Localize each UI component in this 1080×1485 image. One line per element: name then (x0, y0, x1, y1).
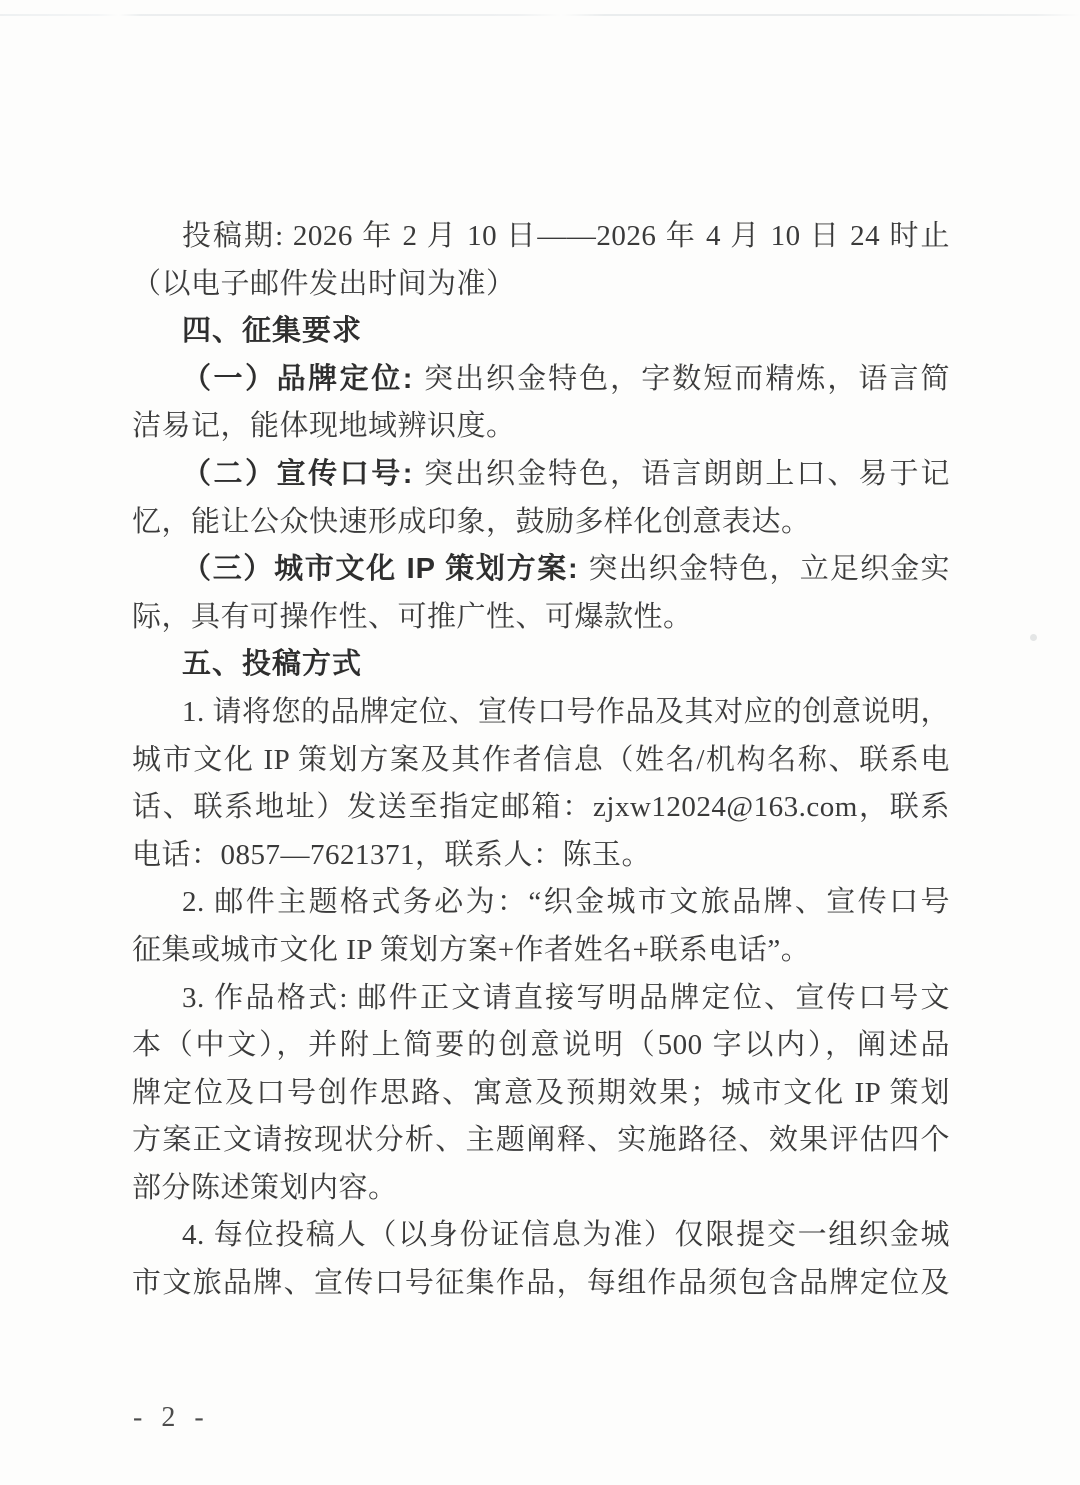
text-run: （二）宣传口号: (182, 457, 424, 490)
text-run: 1. 请将您的品牌定位、宣传口号作品及其对应的创意说明， (182, 695, 951, 728)
text-run: 际，具有可操作性、可推广性、可爆款性。 (132, 600, 693, 633)
document-body (132, 213, 950, 1308)
document-line (132, 308, 950, 356)
document-line (132, 1212, 950, 1260)
text-run: 投稿期: 2026 年 2 月 10 日——2026 年 4 月 10 日 24 时止 (182, 220, 950, 252)
document-line (132, 784, 950, 832)
document-line (132, 1022, 950, 1070)
document-line (132, 1165, 950, 1213)
scan-artifact-dot (1030, 634, 1037, 641)
document-line (132, 546, 950, 594)
page-number: - 2 - (133, 1402, 210, 1433)
text-run: 本（中文），并附上简要的创意说明（500 字以内），阐述品 (132, 1029, 950, 1062)
document-line (132, 975, 950, 1023)
document-line (132, 213, 950, 261)
document-line (132, 594, 950, 642)
text-run: 2. 邮件主题格式务必为：“织金城市文旅品牌、宣传口号 (182, 886, 950, 919)
document-line (132, 499, 950, 547)
document-line (132, 832, 950, 880)
text-run: 突出织金特色，立足织金实 (588, 553, 950, 586)
document-line (132, 879, 950, 927)
document-line (132, 1260, 950, 1308)
scan-artifact-line (0, 14, 1080, 16)
document-line (132, 1117, 950, 1165)
document-line (132, 261, 950, 309)
text-run: 牌定位及口号创作思路、寓意及预期效果；城市文化 IP 策划 (132, 1076, 950, 1109)
document-line (132, 689, 950, 737)
text-run: 市文旅品牌、宣传口号征集作品，每组作品须包含品牌定位及 (132, 1267, 950, 1300)
document-line (132, 927, 950, 975)
text-run: 五、投稿方式 (182, 648, 363, 681)
document-line (132, 403, 950, 451)
text-run: 忆，能让公众快速形成印象，鼓励多样化创意表达。 (132, 505, 811, 538)
text-run: 部分陈述策划内容。 (132, 1171, 398, 1204)
document-line (132, 1070, 950, 1118)
text-run: （以电子邮件发出时间为准） (132, 267, 516, 300)
text-run: 话、联系地址）发送至指定邮箱：zjxw12024@163.com，联系 (132, 791, 950, 824)
text-run: 城市文化 IP 策划方案及其作者信息（姓名/机构名称、联系电 (132, 743, 950, 776)
text-run: （三）城市文化 IP 策划方案: (182, 553, 589, 586)
document-line (132, 356, 950, 404)
document-line (132, 641, 950, 689)
document-line (132, 737, 950, 785)
text-run: 四、征集要求 (182, 315, 363, 348)
text-run: 征集或城市文化 IP 策划方案+作者姓名+联系电话”。 (132, 933, 811, 966)
text-run: 突出织金特色，字数短而精炼，语言简 (423, 362, 950, 395)
text-run: 电话：0857—7621371，联系人：陈玉。 (132, 838, 652, 871)
text-run: 突出织金特色，语言朗朗上口、易于记 (423, 457, 950, 490)
text-run: 4. 每位投稿人（以身份证信息为准）仅限提交一组织金城 (182, 1219, 950, 1252)
document-line (132, 451, 950, 499)
text-run: 3. 作品格式: 邮件正文请直接写明品牌定位、宣传口号文 (182, 981, 950, 1014)
text-run: 方案正文请按现状分析、主题阐释、实施路径、效果评估四个 (132, 1124, 950, 1157)
text-run: 洁易记，能体现地域辨识度。 (132, 410, 516, 443)
text-run: （一）品牌定位: (182, 362, 424, 395)
